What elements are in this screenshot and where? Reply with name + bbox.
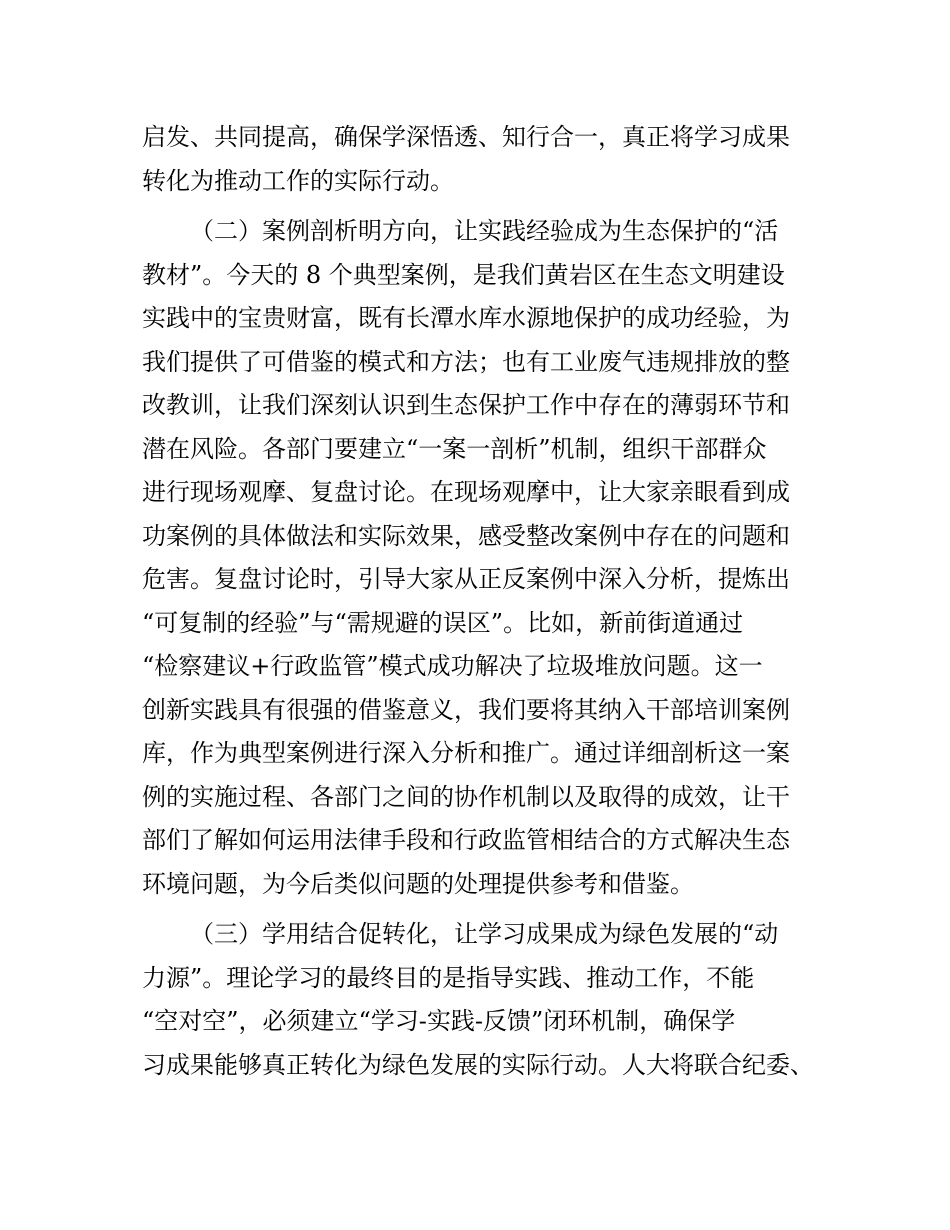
text-line: “检察建议+行政监管”模式成功解决了垃圾堆放问题。这一 — [142, 652, 763, 680]
text-line: 教材”。今天的 8 个典型案例，是我们黄岩区在生态文明建设 — [142, 260, 785, 289]
text-line: 我们提供了可借鉴的模式和方法；也有工业废气违规排放的整 — [142, 347, 790, 376]
text-line: 功案例的具体做法和实际效果，感受整改案例中存在的问题和 — [142, 521, 790, 550]
text-line: 转化为推动工作的实际行动。 — [142, 166, 454, 195]
text-line: 创新实践具有很强的借鉴意义，我们要将其纳入干部培训案例 — [142, 695, 790, 724]
text-line: 进行现场观摩、复盘讨论。在现场观摩中，让大家亲眼看到成 — [142, 478, 790, 506]
text-line: 部们了解如何运用法律手段和行政监管相结合的方式解决生态 — [142, 826, 790, 854]
text-line: 潜在风险。各部门要建立“一案一剖析”机制，组织干部群众 — [142, 434, 767, 463]
text-line: 改教训，让我们深刻认识到生态保护工作中存在的薄弱环节和 — [142, 391, 790, 419]
paragraph-2 — [142, 210, 822, 906]
text-line: （三）学用结合促转化，让学习成果成为绿色发展的“动 — [190, 920, 779, 948]
text-line: 启发、共同提高，确保学深悟透、知行合一，真正将学习成果 — [142, 123, 790, 151]
text-line: 环境问题，为今后类似问题的处理提供参考和借鉴。 — [142, 869, 694, 898]
text-line: 习成果能够真正转化为绿色发展的实际行动。人大将联合纪委、 — [142, 1050, 814, 1079]
paragraph-3 — [142, 913, 822, 1087]
text-line: （二）案例剖析明方向，让实践经验成为生态保护的“活 — [190, 217, 779, 245]
text-line: 实践中的宝贵财富，既有长潭水库水源地保护的成功经验，为 — [142, 304, 790, 332]
text-line: 库，作为典型案例进行深入分析和推广。通过详细剖析这一案 — [142, 739, 790, 767]
text-line: “空对空”，必须建立“学习-实践-反馈”闭环机制，确保学 — [142, 1007, 736, 1035]
body-text — [142, 116, 822, 1087]
paragraph-1 — [142, 116, 822, 203]
text-line: 力源”。理论学习的最终目的是指导实践、推动工作，不能 — [142, 963, 755, 992]
text-line: 危害。复盘讨论时，引导大家从正反案例中深入分析，提炼出 — [142, 565, 790, 593]
text-line: 例的实施过程、各部门之间的协作机制以及取得的成效，让干 — [142, 782, 790, 811]
text-line: “可复制的经验”与“需规避的误区”。比如，新前街道通过 — [142, 608, 744, 637]
